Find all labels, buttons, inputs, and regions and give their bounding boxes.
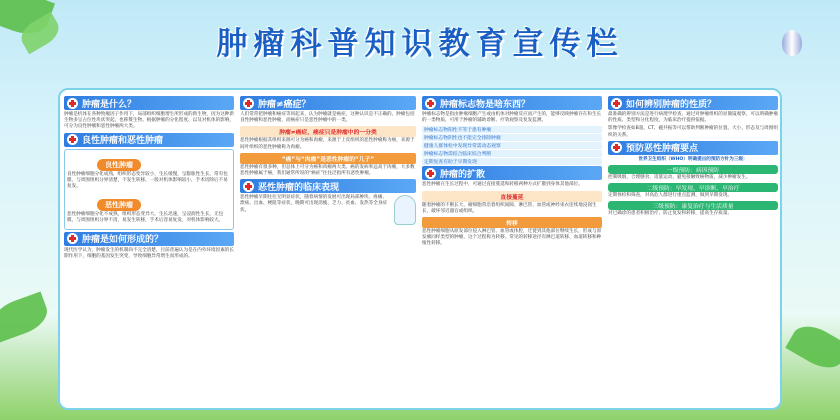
medical-cross-icon bbox=[243, 181, 254, 192]
clinical-block bbox=[240, 195, 416, 225]
subheading: 恶性肿瘤 bbox=[97, 199, 141, 211]
note-line: 健康人群体检中发现异常需动态观察 bbox=[422, 142, 602, 149]
column-1 bbox=[64, 96, 234, 406]
highlight-bar: 直接蔓延 bbox=[422, 191, 602, 202]
section-header bbox=[422, 166, 602, 180]
section-header bbox=[608, 141, 778, 155]
section-title: 肿瘤是什么？ bbox=[82, 99, 137, 110]
paragraph: 恶性肿瘤有很多种，但总体上可分为癌和肉瘤两大类。癌的发病率远高于肉瘤，大多数恶性肿瘤属于癌，我们通常所说的“癌症”往往泛指所有恶性肿瘤。 bbox=[240, 164, 415, 177]
paragraph: 影像学检查如B超、CT、磁共振等可以帮助判断肿瘤的位置、大小、形态及与周围组织的关系。 bbox=[608, 126, 778, 138]
paragraph: 恶性肿瘤细胞分化不成熟，组织形态变异大，生长迅速，呈浸润性生长，无包膜，与周围组织分界不清，易发生转移，手术后容易复发，对机体影响较大。 bbox=[67, 212, 224, 224]
section-title: 恶性肿瘤的临床表现 bbox=[258, 182, 340, 193]
medical-cross-icon bbox=[611, 98, 622, 109]
note-line: 肿瘤标志物需结合临床综合判断 bbox=[422, 150, 602, 157]
paragraph: 人们常常把肿瘤和癌症等同起来，认为肿瘤就是癌症，这种认识是不正确的。肿瘤包括良性肿瘤和恶性肿瘤，而癌症只是恶性肿瘤中的一类。 bbox=[240, 112, 415, 124]
paragraph: 最准确的辨别方法是进行病理学检查，通过对肿瘤组织的显微镜观察，可以明确肿瘤的性质、类型和分化程度，为临床治疗提供依据。 bbox=[608, 112, 778, 124]
column-2 bbox=[240, 96, 416, 406]
section-header bbox=[64, 232, 234, 246]
medical-cross-icon bbox=[67, 233, 78, 244]
paragraph: 肿瘤标志物是指由肿瘤细胞产生或由机体对肿瘤反应而产生的，能够反映肿瘤存在和生长的一类物质，可用于肿瘤的辅助诊断、疗效观察及复发监测。 bbox=[422, 112, 602, 124]
note-line: 定期复查有助于早期发现 bbox=[422, 158, 602, 165]
medical-cross-icon bbox=[611, 142, 622, 153]
column-4 bbox=[608, 96, 778, 406]
section-header bbox=[64, 96, 234, 110]
medical-cross-icon bbox=[425, 168, 436, 179]
section-title: 良性肿瘤和恶性肿瘤 bbox=[82, 136, 164, 147]
paragraph: 对已确诊的患者积极治疗，防止复发和转移，提高生存质量。 bbox=[608, 211, 733, 217]
medical-cross-icon bbox=[67, 98, 78, 109]
doctor-illustration-icon bbox=[394, 195, 416, 225]
paragraph: 恶性肿瘤早期往往无明显症状，随着病情的发展可出现局部肿块、疼痛、溃疡、出血、梗阻等症状，晚期可出现消瘦、乏力、贫血、发热等全身症状。 bbox=[240, 195, 388, 213]
paragraph: 肿瘤是机体在各种致瘤因子作用下，局部组织细胞增生所形成的新生物，因为这种新生物多呈占位性块状突起，也称赘生物。根据肿瘤的分化程度、以及对机体的影响，可分为良性肿瘤和恶性肿瘤两大类。 bbox=[64, 112, 234, 130]
section-title: 肿瘤的扩散 bbox=[440, 169, 486, 180]
section-title: 如何辨别肿瘤的性质？ bbox=[626, 99, 717, 110]
highlight-bar: 转移 bbox=[422, 217, 602, 228]
section-header bbox=[608, 96, 778, 110]
paragraph: 控制吸烟、合理膳食、适量运动、避免接触致癌物质，减少肿瘤发生。 bbox=[608, 175, 751, 181]
medical-cross-icon bbox=[243, 98, 254, 109]
highlight-bar: 肿瘤≠癌症，癌症只是肿瘤中的一分类 bbox=[240, 126, 416, 137]
leaf-decoration bbox=[785, 318, 840, 375]
section-header bbox=[240, 179, 416, 193]
paragraph: 恶性肿瘤在生长过程中，可通过直接蔓延和转移两种方式扩散到身体其他部位。 bbox=[422, 182, 583, 188]
paragraph: 随着肿瘤的不断长大，瘤细胞常沿着组织间隙、淋巴管、血管或神经束衣连续地浸润生长，破坏邻近器官或组织。 bbox=[422, 202, 597, 214]
prevention-level: 一级预防：病因预防 bbox=[608, 165, 778, 174]
note-line: 肿瘤标志物阴性也不能完全排除肿瘤 bbox=[422, 134, 602, 141]
section-header bbox=[422, 96, 602, 110]
prevention-level: 二级预防：早发现、早诊断、早治疗 bbox=[608, 183, 778, 192]
paragraph: 定期体检和筛查，对高危人群进行重点监测，做到早期发现。 bbox=[608, 193, 733, 199]
column-3 bbox=[422, 96, 602, 406]
paragraph: 恶性肿瘤细胞从原发部位侵入淋巴管、血管或体腔，迁徙到其他部位继续生长，形成与原发瘤同样类型的肿瘤，这个过程称为转移。常见的转移途径有淋巴道转移、血道转移和种植性转移。 bbox=[422, 229, 602, 247]
info-box bbox=[64, 149, 234, 230]
paragraph: 现代医学认为，肿瘤发生的机制尚不完全清楚，目前普遍认为是在内外环境因素的长期作用下，细胞的基因发生突变，导致细胞异常增生而形成的。 bbox=[64, 247, 234, 259]
note-line: 肿瘤标志物阳性不等于患有肿瘤 bbox=[422, 126, 602, 133]
section-header bbox=[64, 133, 234, 147]
leaf-decoration bbox=[0, 291, 52, 342]
prevention-level: 三级预防：康复治疗与生活质量 bbox=[608, 201, 778, 210]
subheading: 良性肿瘤 bbox=[97, 159, 141, 171]
paragraph: 良性肿瘤细胞分化成熟，组织形态变异较小，生长缓慢，呈膨胀性生长，常有包膜，与周围组织分界清楚，不发生转移，一般对机体影响较小，手术切除后不易复发。 bbox=[67, 171, 228, 190]
section-title: 肿瘤是如何形成的？ bbox=[82, 235, 164, 246]
page-title: 肿瘤科普知识教育宣传栏 bbox=[216, 26, 624, 62]
section-header bbox=[240, 96, 416, 110]
section-title: 预防恶性肿瘤要点 bbox=[626, 144, 699, 155]
who-note: 世界卫生组织（WHO）明确提出的预防方针为三级： bbox=[638, 156, 748, 162]
medical-cross-icon bbox=[425, 98, 436, 109]
medical-cross-icon bbox=[67, 134, 78, 145]
highlight-bar: “癌”与“肉瘤”是恶性肿瘤的“儿子” bbox=[240, 153, 416, 164]
section-title: 肿瘤标志物是啥东西？ bbox=[440, 99, 531, 110]
section-title: 肿瘤≠癌症？ bbox=[258, 99, 311, 110]
paragraph: 恶性肿瘤根据其组织来源可分为癌和肉瘤，来源于上皮组织的恶性肿瘤称为癌，来源于间叶组织的恶性肿瘤称为肉瘤。 bbox=[240, 138, 415, 150]
